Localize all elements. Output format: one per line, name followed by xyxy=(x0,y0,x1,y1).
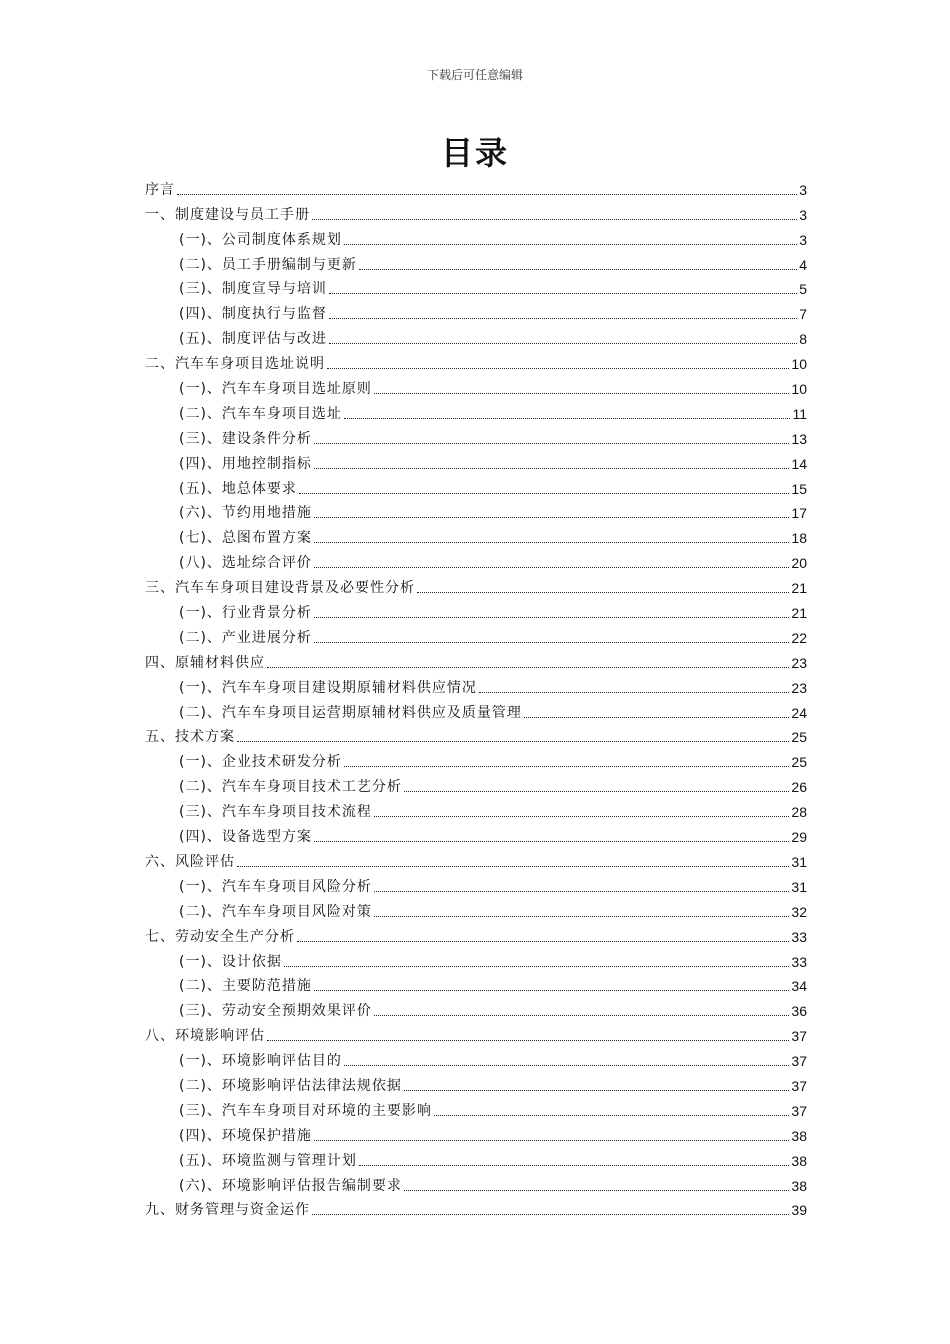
toc-entry[interactable] xyxy=(145,597,807,622)
dot-leader xyxy=(404,791,789,792)
dot-leader xyxy=(314,443,789,444)
toc-entry[interactable] xyxy=(145,373,807,398)
toc-entry-label: (一)、行业背景分析 xyxy=(179,605,312,622)
toc-entry-page: 26 xyxy=(791,779,807,796)
toc-entry-page: 21 xyxy=(791,605,807,622)
toc-entry[interactable] xyxy=(145,971,807,996)
toc-entry[interactable] xyxy=(145,199,807,224)
dot-leader xyxy=(314,1140,789,1141)
toc-entry-label: (四)、制度执行与监督 xyxy=(179,306,327,323)
dot-leader xyxy=(314,468,789,469)
toc-entry-page: 3 xyxy=(799,231,807,248)
toc-entry-label: (五)、制度评估与改进 xyxy=(179,331,327,348)
toc-entry[interactable] xyxy=(145,572,807,597)
toc-entry-page: 15 xyxy=(791,480,807,497)
toc-entry-page: 37 xyxy=(791,1053,807,1070)
toc-entry-label: (一)、环境影响评估目的 xyxy=(179,1053,342,1070)
toc-entry-page: 20 xyxy=(791,555,807,572)
dot-leader xyxy=(237,741,789,742)
toc-entry-page: 39 xyxy=(791,1202,807,1219)
toc-entry[interactable] xyxy=(145,697,807,722)
toc-entry-label: 序言 xyxy=(145,181,175,198)
toc-entry[interactable] xyxy=(145,249,807,274)
toc-entry-label: (五)、地总体要求 xyxy=(179,480,297,497)
toc-entry-page: 5 xyxy=(799,281,807,298)
toc-entry-label: 六、风险评估 xyxy=(145,853,235,870)
toc-entry-page: 37 xyxy=(791,1102,807,1119)
toc-entry-label: (八)、选址综合评价 xyxy=(179,555,312,572)
toc-entry[interactable] xyxy=(145,1020,807,1045)
dot-leader xyxy=(329,293,797,294)
toc-entry[interactable] xyxy=(145,1120,807,1145)
toc-entry-page: 25 xyxy=(791,729,807,746)
toc-entry-page: 7 xyxy=(799,306,807,323)
toc-entry[interactable] xyxy=(145,672,807,697)
toc-entry[interactable] xyxy=(145,1170,807,1195)
toc-entry-page: 38 xyxy=(791,1127,807,1144)
toc-entry-page: 3 xyxy=(799,181,807,198)
toc-entry-page: 31 xyxy=(791,878,807,895)
toc-entry-label: (三)、汽车车身项目对环境的主要影响 xyxy=(179,1102,432,1119)
toc-entry-label: (一)、设计依据 xyxy=(179,953,282,970)
dot-leader xyxy=(312,1214,789,1215)
toc-entry-label: 三、汽车车身项目建设背景及必要性分析 xyxy=(145,580,415,597)
toc-entry[interactable] xyxy=(145,298,807,323)
toc-entry[interactable] xyxy=(145,946,807,971)
toc-list xyxy=(145,174,807,1219)
toc-entry-label: (二)、汽车车身项目技术工艺分析 xyxy=(179,779,402,796)
toc-entry[interactable] xyxy=(145,896,807,921)
toc-entry[interactable] xyxy=(145,921,807,946)
toc-entry-page: 23 xyxy=(791,654,807,671)
toc-entry-label: (三)、建设条件分析 xyxy=(179,430,312,447)
toc-entry-page: 4 xyxy=(799,256,807,273)
toc-entry[interactable] xyxy=(145,224,807,249)
toc-entry[interactable] xyxy=(145,323,807,348)
toc-entry-page: 25 xyxy=(791,754,807,771)
toc-entry-label: (二)、员工手册编制与更新 xyxy=(179,256,357,273)
toc-entry-page: 22 xyxy=(791,629,807,646)
dot-leader xyxy=(417,592,789,593)
toc-entry-page: 28 xyxy=(791,804,807,821)
toc-entry-page: 10 xyxy=(791,381,807,398)
toc-entry-page: 32 xyxy=(791,903,807,920)
dot-leader xyxy=(404,1190,789,1191)
dot-leader xyxy=(314,567,789,568)
toc-entry-label: (二)、汽车车身项目运营期原辅材料供应及质量管理 xyxy=(179,704,522,721)
dot-leader xyxy=(267,667,789,668)
toc-entry-page: 10 xyxy=(791,356,807,373)
toc-entry-page: 13 xyxy=(791,430,807,447)
toc-entry[interactable] xyxy=(145,722,807,747)
toc-entry-page: 8 xyxy=(799,331,807,348)
toc-entry-label: (四)、环境保护措施 xyxy=(179,1127,312,1144)
toc-entry[interactable] xyxy=(145,547,807,572)
dot-leader xyxy=(344,244,797,245)
dot-leader xyxy=(344,766,789,767)
dot-leader xyxy=(327,368,789,369)
dot-leader xyxy=(344,418,791,419)
toc-entry[interactable] xyxy=(145,995,807,1020)
toc-entry-label: (六)、环境影响评估报告编制要求 xyxy=(179,1177,402,1194)
dot-leader xyxy=(314,841,789,842)
dot-leader xyxy=(479,692,789,693)
dot-leader xyxy=(404,1090,789,1091)
dot-leader xyxy=(359,269,797,270)
toc-entry[interactable] xyxy=(145,348,807,373)
dot-leader xyxy=(297,941,789,942)
toc-entry[interactable] xyxy=(145,1145,807,1170)
toc-entry-label: (二)、汽车车身项目风险对策 xyxy=(179,903,372,920)
toc-entry-label: (四)、用地控制指标 xyxy=(179,455,312,472)
dot-leader xyxy=(314,517,789,518)
dot-leader xyxy=(374,393,789,394)
toc-entry-page: 17 xyxy=(791,505,807,522)
toc-entry-label: 四、原辅材料供应 xyxy=(145,654,265,671)
toc-entry-label: (一)、汽车车身项目建设期原辅材料供应情况 xyxy=(179,679,477,696)
toc-entry[interactable] xyxy=(145,1045,807,1070)
toc-entry-label: 七、劳动安全生产分析 xyxy=(145,928,295,945)
toc-entry-page: 38 xyxy=(791,1177,807,1194)
dot-leader xyxy=(374,916,789,917)
dot-leader xyxy=(314,617,789,618)
toc-entry-page: 31 xyxy=(791,853,807,870)
toc-entry-page: 14 xyxy=(791,455,807,472)
toc-entry-page: 38 xyxy=(791,1152,807,1169)
dot-leader xyxy=(344,1065,789,1066)
toc-entry[interactable] xyxy=(145,622,807,647)
dot-leader xyxy=(314,542,789,543)
toc-entry-page: 37 xyxy=(791,1028,807,1045)
toc-entry-label: (一)、汽车车身项目选址原则 xyxy=(179,381,372,398)
toc-entry[interactable] xyxy=(145,871,807,896)
toc-entry-page: 3 xyxy=(799,206,807,223)
toc-entry[interactable] xyxy=(145,498,807,523)
toc-entry-label: (七)、总图布置方案 xyxy=(179,530,312,547)
toc-entry-page: 21 xyxy=(791,580,807,597)
toc-entry[interactable] xyxy=(145,846,807,871)
dot-leader xyxy=(267,1040,789,1041)
toc-entry-label: (三)、劳动安全预期效果评价 xyxy=(179,1003,372,1020)
toc-entry[interactable] xyxy=(145,1195,807,1220)
toc-entry-label: 一、制度建设与员工手册 xyxy=(145,206,310,223)
toc-entry-page: 29 xyxy=(791,829,807,846)
toc-entry-label: (一)、汽车车身项目风险分析 xyxy=(179,878,372,895)
toc-entry[interactable] xyxy=(145,1070,807,1095)
dot-leader xyxy=(177,194,797,195)
dot-leader xyxy=(374,891,789,892)
toc-entry-page: 23 xyxy=(791,679,807,696)
toc-entry-label: (六)、节约用地措施 xyxy=(179,505,312,522)
toc-entry-page: 18 xyxy=(791,530,807,547)
toc-entry-label: 五、技术方案 xyxy=(145,729,235,746)
toc-entry-label: (五)、环境监测与管理计划 xyxy=(179,1152,357,1169)
toc-entry[interactable] xyxy=(145,1095,807,1120)
header-note: 下载后可任意编辑 xyxy=(426,68,523,82)
toc-entry[interactable] xyxy=(145,174,807,199)
dot-leader xyxy=(237,866,789,867)
toc-entry[interactable] xyxy=(145,522,807,547)
toc-entry-page: 36 xyxy=(791,1003,807,1020)
toc-entry-page: 33 xyxy=(791,928,807,945)
toc-entry[interactable] xyxy=(145,423,807,448)
dot-leader xyxy=(524,717,789,718)
toc-entry-label: (二)、主要防范措施 xyxy=(179,978,312,995)
toc-entry-page: 37 xyxy=(791,1077,807,1094)
dot-leader xyxy=(299,493,789,494)
dot-leader xyxy=(314,642,789,643)
dot-leader xyxy=(284,966,789,967)
dot-leader xyxy=(359,1165,789,1166)
toc-entry[interactable] xyxy=(145,448,807,473)
toc-entry-label: (三)、制度宣导与培训 xyxy=(179,281,327,298)
toc-entry[interactable] xyxy=(145,821,807,846)
toc-entry-label: 九、财务管理与资金运作 xyxy=(145,1202,310,1219)
toc-entry[interactable] xyxy=(145,796,807,821)
dot-leader xyxy=(312,219,797,220)
toc-entry-page: 24 xyxy=(791,704,807,721)
toc-entry[interactable] xyxy=(145,473,807,498)
toc-entry-label: 八、环境影响评估 xyxy=(145,1028,265,1045)
toc-entry-label: (二)、环境影响评估法律法规依据 xyxy=(179,1077,402,1094)
toc-entry-page: 34 xyxy=(791,978,807,995)
dot-leader xyxy=(374,816,789,817)
toc-entry[interactable] xyxy=(145,771,807,796)
toc-entry[interactable] xyxy=(145,647,807,672)
toc-entry-label: 二、汽车车身项目选址说明 xyxy=(145,356,325,373)
toc-entry-label: (二)、产业进展分析 xyxy=(179,629,312,646)
dot-leader xyxy=(314,990,789,991)
toc-entry[interactable] xyxy=(145,746,807,771)
toc-entry-label: (二)、汽车车身项目选址 xyxy=(179,405,342,422)
dot-leader xyxy=(329,318,797,319)
toc-entry[interactable] xyxy=(145,398,807,423)
toc-entry-page: 11 xyxy=(792,405,807,422)
dot-leader xyxy=(374,1015,789,1016)
dot-leader xyxy=(329,343,797,344)
toc-entry-label: (一)、企业技术研发分析 xyxy=(179,754,342,771)
toc-entry-label: (三)、汽车车身项目技术流程 xyxy=(179,804,372,821)
toc-title: 目录 xyxy=(440,134,509,172)
toc-entry-label: (四)、设备选型方案 xyxy=(179,829,312,846)
toc-entry-page: 33 xyxy=(791,953,807,970)
dot-leader xyxy=(434,1115,789,1116)
toc-entry[interactable] xyxy=(145,274,807,299)
toc-entry-label: (一)、公司制度体系规划 xyxy=(179,231,342,248)
